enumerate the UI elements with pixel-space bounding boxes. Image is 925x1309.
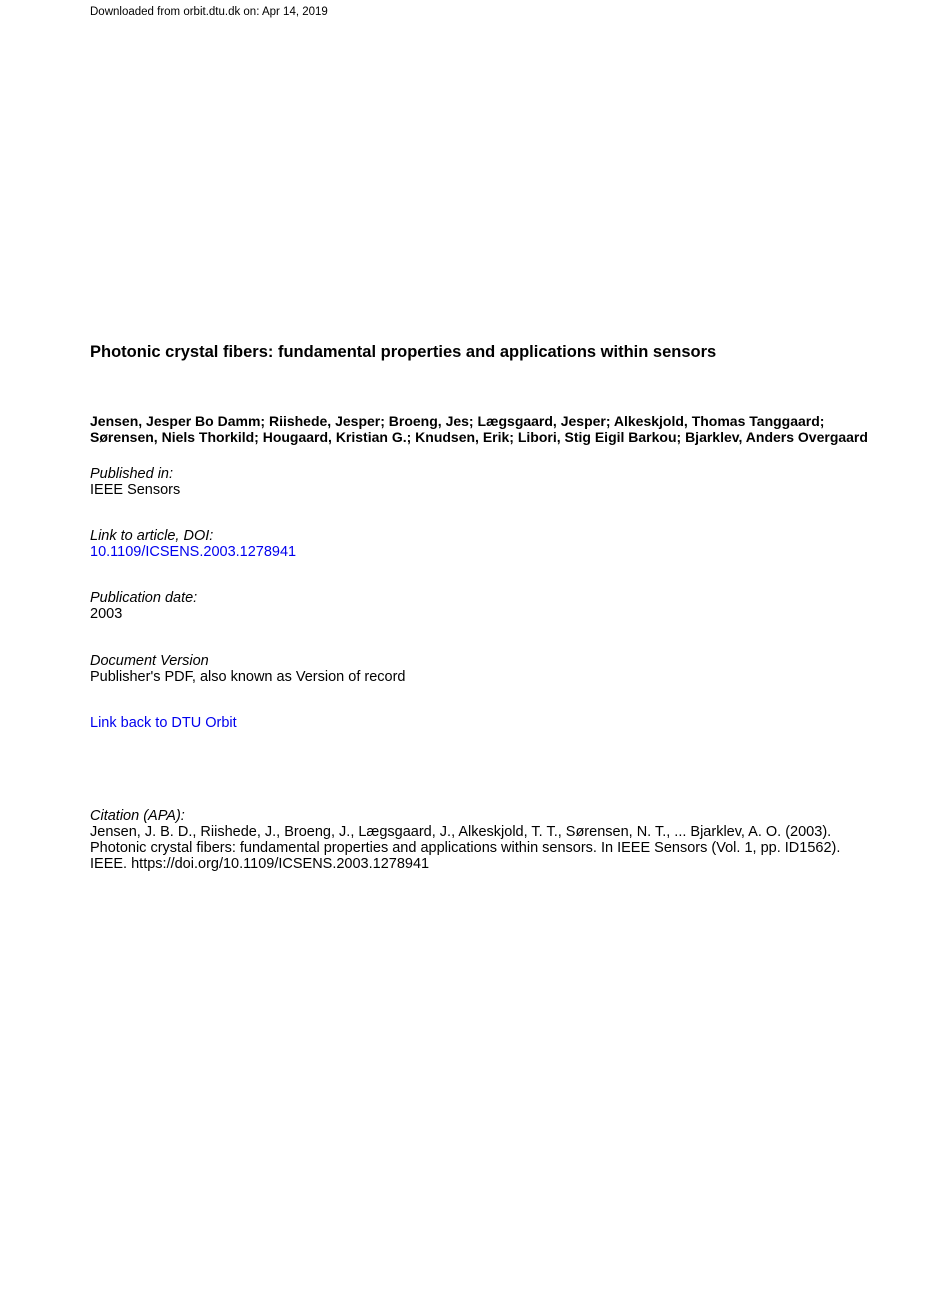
- page-title: Photonic crystal fibers: fundamental properties and applications within sensors: [90, 343, 717, 361]
- document-version-value: Publisher's PDF, also known as Version of record: [90, 669, 406, 685]
- document-version-label: Document Version: [90, 653, 209, 669]
- citation-section: [90, 808, 870, 872]
- dtu-orbit-back-link[interactable]: Link back to DTU Orbit: [90, 715, 237, 731]
- publication-date-section: [90, 590, 880, 622]
- published-in-value: IEEE Sensors: [90, 482, 181, 498]
- published-in-section: [90, 466, 880, 498]
- download-note: Downloaded from orbit.dtu.dk on: Apr 14, 2019: [90, 6, 328, 18]
- published-in-label: Published in:: [90, 466, 174, 482]
- citation-text: Jensen, J. B. D., Riishede, J., Broeng, J., Lægsgaard, J., Alkeskjold, T. T., Sørensen, N. T., ... Bjarklev, A. O. (2003). Photonic crystal fibers: fundamental properties and applications within sensors. In IEEE Sensors (Vol. 1, pp. ID1562). IEEE. https://doi.org/10.1109/ICSENS.2003.1278941: [90, 824, 841, 872]
- citation-label: Citation (APA):: [90, 808, 185, 824]
- doi-link[interactable]: 10.1109/ICSENS.2003.1278941: [90, 544, 297, 560]
- publication-date-value: 2003: [90, 606, 123, 622]
- author-list: Jensen, Jesper Bo Damm; Riishede, Jesper; Broeng, Jes; Lægsgaard, Jesper; Alkeskjold, Thomas Tanggaard; Sørensen, Niels Thorkild; Hougaard, Kristian G.; Knudsen, Erik; Libori, Stig Eigil Barkou; Bjarklev, Anders Overgaard: [90, 413, 868, 445]
- document-version-section: [90, 653, 880, 685]
- doi-label: Link to article, DOI:: [90, 528, 214, 544]
- doi-section: [90, 528, 880, 560]
- publication-date-label: Publication date:: [90, 590, 198, 606]
